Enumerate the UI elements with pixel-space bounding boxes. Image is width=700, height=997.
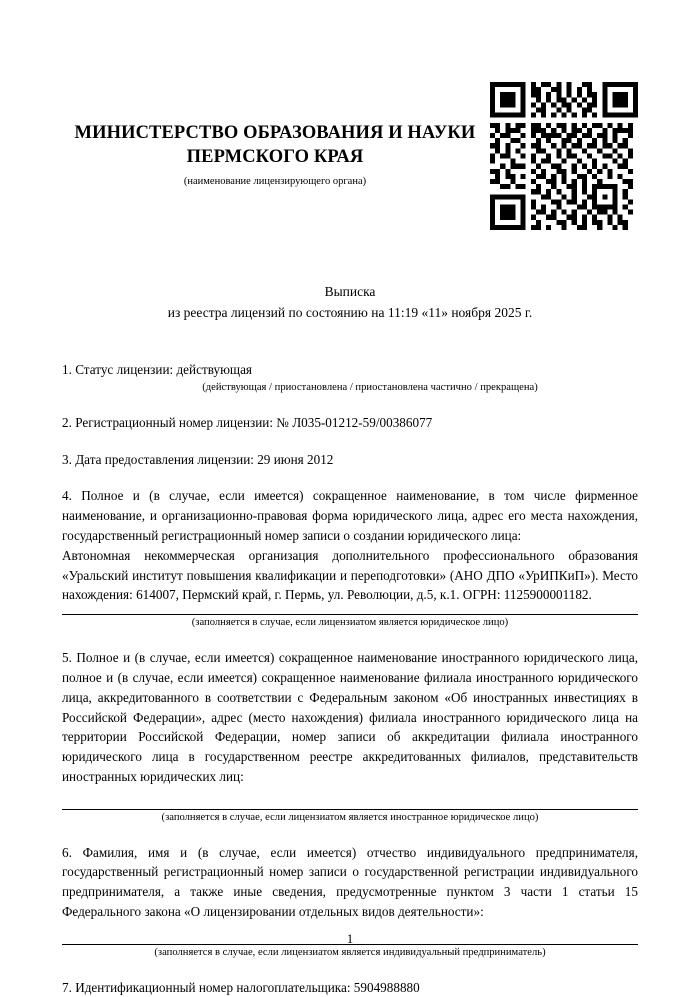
- item-foreign-entity-note: (заполняется в случае, если лицензиатом является иностранное юридическое лицо): [161, 811, 539, 823]
- item-foreign-entity-text: 5. Полное и (в случае, если имеется) сокращенное наименование иностранного юридического лица, полное и (в случае, если имеется) сокращенное наименование филиала иностранного юридического лица, аккредитованного в соответствии с Федеральным законом «Об иностранных инвестициях в Российской Федерации», адрес (место нахождения) филиала иностранного юридического лица на территории Российской Федерации, номер записи об аккредитации филиала иностранного юридического лица в государственном реестре аккредитованных филиалов, представительств иностранных юридических лиц:: [62, 650, 638, 784]
- ministry-title-line-2: ПЕРМСКОГО КРАЯ: [186, 146, 364, 167]
- item-legal-entity-text: 4. Полное и (в случае, если имеется) сокращенное наименование, в том числе фирменное наименование, и организационно-правовая форма юридического лица, адрес его места нахождения, государственный регистрационный номер записи о создании юридического лица:: [62, 488, 638, 544]
- qr-code: [490, 82, 638, 230]
- document-subtitle: из реестра лицензий по состоянию на 11:19 «11» ноября 2025 г.: [167, 305, 533, 321]
- document-title: Выписка: [324, 284, 376, 300]
- item-individual-entrepreneur-text: 6. Фамилия, имя и (в случае, если имеется) отчество индивидуального предпринимателя, государственный регистрационный номер записи о государственной регистрации индивидуального предпринимателя, а также иные сведения, предусмотренные пунктом 3 части 1 статьи 15 Федерального закона «О лицензировании отдельных видов деятельности»:: [62, 844, 638, 919]
- item-issue-date: [62, 450, 638, 470]
- item-issue-date-text: 3. Дата предоставления лицензии: 29 июня 2012: [62, 451, 334, 467]
- ministry-title-caption: (наименование лицензирующего органа): [183, 176, 367, 188]
- item-taxpayer-number-text: 7. Идентификационный номер налогоплательщика: 5904988880: [62, 979, 420, 995]
- item-legal-entity-value: Автономная некоммерческая организация дополнительного профессионального образования «Уральский институт повышения квалификации и переподготовки» (АНО ДПО «УрИПКиП»). Место нахождения: 614007, Пермский край, г. Пермь, ул. Революции, д.5, к.1. ОГРН: 1125900001182.: [62, 547, 638, 603]
- spacer-foreign-entity: [62, 787, 638, 800]
- item-registration-number-text: 2. Регистрационный номер лицензии: № Л035-01212-59/00386077: [62, 414, 433, 430]
- page-number: 1: [346, 932, 354, 946]
- item-individual-entrepreneur-note: (заполняется в случае, если лицензиатом является индивидуальный предприниматель): [154, 946, 546, 958]
- item-status-text: 1. Статус лицензии: действующая: [62, 362, 253, 378]
- item-legal-entity: [62, 486, 638, 631]
- item-foreign-entity: [62, 648, 638, 825]
- ministry-title-line-1: МИНИСТЕРСТВО ОБРАЗОВАНИЯ И НАУКИ: [74, 123, 476, 143]
- item-legal-entity-note: (заполняется в случае, если лицензиатом является юридическое лицо): [191, 617, 509, 629]
- item-registration-number: [62, 413, 638, 433]
- item-status: [62, 360, 638, 396]
- item-status-note: (действующая / приостановлена / приостановлена частично / прекращена): [202, 381, 538, 393]
- document-title-block: [62, 282, 638, 324]
- item-taxpayer-number: [62, 978, 638, 997]
- document-body: [62, 360, 638, 997]
